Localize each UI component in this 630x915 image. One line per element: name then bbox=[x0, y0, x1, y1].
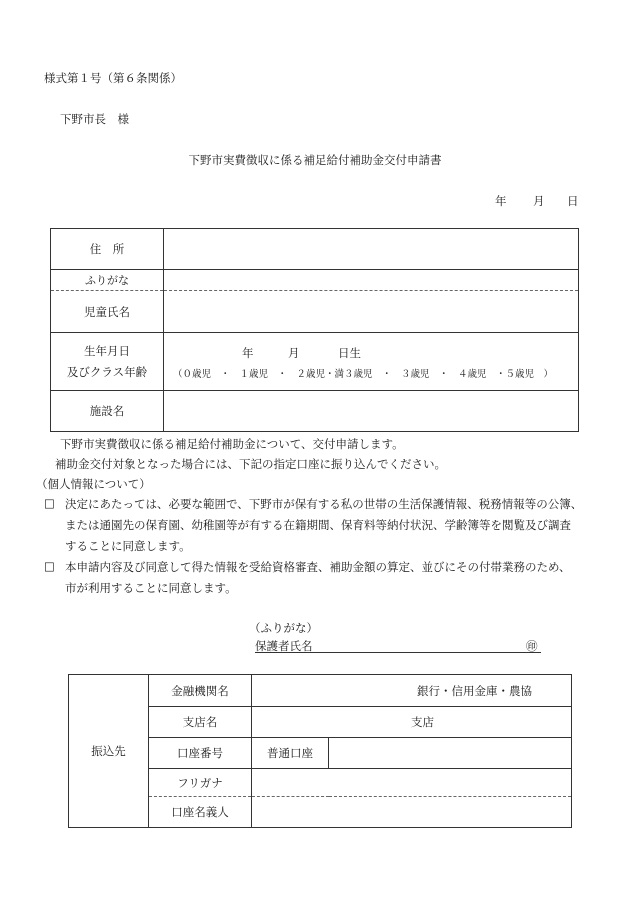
account-type[interactable]: 普通口座 bbox=[252, 738, 329, 769]
furigana-label: ふりがな bbox=[51, 270, 164, 291]
account-number-label: 口座番号 bbox=[149, 738, 252, 769]
bank-table bbox=[68, 674, 572, 828]
date-month: 月 bbox=[533, 194, 545, 208]
birthdate-label bbox=[51, 333, 164, 391]
child-name-field[interactable] bbox=[164, 291, 579, 333]
page-title: 下野市実費徴収に係る補足給付補助金交付申請書 bbox=[188, 153, 442, 167]
guardian-furigana-label: （ふりがな） bbox=[249, 621, 318, 635]
guardian-name-line[interactable] bbox=[255, 638, 541, 653]
privacy-heading: （個人情報について） bbox=[36, 477, 151, 491]
facility-label: 施設名 bbox=[51, 391, 164, 432]
form-number: 様式第１号（第６条関係） bbox=[44, 71, 182, 85]
holder-furigana-field[interactable] bbox=[252, 769, 572, 797]
guardian-name-label: 保護者氏名 bbox=[255, 639, 313, 653]
institution-field[interactable] bbox=[252, 675, 572, 707]
consent-2-line1: 本申請内容及び同意して得た情報を受給資格審査、補助金額の算定、並びにその付帯業務のため、 bbox=[65, 560, 571, 574]
birth-day-unit: 日生 bbox=[338, 346, 361, 360]
date-day: 日 bbox=[567, 194, 579, 208]
class-age-options[interactable]: （０歳児 ・ １歳児 ・ ２歳児・満３歳児 ・ ３歳児 ・ ４歳児 ・５歳児 ） bbox=[173, 369, 554, 380]
consent-2-line2: 市が利用することに同意します。 bbox=[65, 581, 237, 595]
birthdate-field[interactable] bbox=[164, 333, 579, 391]
furigana-field[interactable] bbox=[164, 270, 579, 291]
account-holder-label: 口座名義人 bbox=[149, 797, 252, 828]
branch-suffix: 支店 bbox=[411, 715, 434, 729]
birth-month-unit: 月 bbox=[288, 346, 300, 360]
application-text-1: 下野市実費徴収に係る補足給付補助金について、交付申請します。 bbox=[60, 437, 404, 451]
consent-1-line3: することに同意します。 bbox=[65, 539, 191, 553]
facility-field[interactable] bbox=[164, 391, 579, 432]
account-number-field[interactable] bbox=[329, 738, 572, 769]
consent-1-checkbox[interactable]: □ bbox=[44, 496, 55, 510]
consent-1-line2: または通園先の保育園、幼稚園等が有する在籍期間、保育料等納付状況、学齢簿等を閲覧及び調査 bbox=[65, 518, 571, 532]
holder-furigana-label: フリガナ bbox=[149, 769, 252, 797]
consent-1-line1: 決定にあたっては、必要な範囲で、下野市が保有する私の世帯の生活保護情報、税務情報等の公簿、 bbox=[65, 497, 583, 511]
birthdate-label-line2: 及びクラス年齢 bbox=[66, 364, 148, 379]
address-label: 住 所 bbox=[51, 229, 164, 270]
institution-suffix: 銀行・信用金庫・農協 bbox=[417, 683, 532, 698]
birthdate-label-line1: 生年月日 bbox=[84, 343, 130, 358]
address-field[interactable] bbox=[164, 229, 579, 270]
branch-field[interactable] bbox=[252, 707, 572, 738]
seal-mark: ㊞ bbox=[526, 639, 538, 653]
addressee: 下野市長 様 bbox=[60, 112, 129, 126]
branch-label: 支店名 bbox=[149, 707, 252, 738]
institution-label: 金融機関名 bbox=[149, 675, 252, 707]
application-text-2: 補助金交付対象となった場合には、下記の指定口座に振り込んでください。 bbox=[55, 457, 446, 471]
birth-year-unit: 年 bbox=[242, 346, 254, 360]
date-year: 年 bbox=[495, 194, 507, 208]
child-info-table bbox=[50, 228, 579, 432]
account-holder-field[interactable] bbox=[252, 797, 572, 828]
transfer-destination-label: 振込先 bbox=[69, 675, 149, 828]
child-name-label: 児童氏名 bbox=[51, 291, 164, 333]
consent-2-checkbox[interactable]: □ bbox=[44, 559, 55, 573]
